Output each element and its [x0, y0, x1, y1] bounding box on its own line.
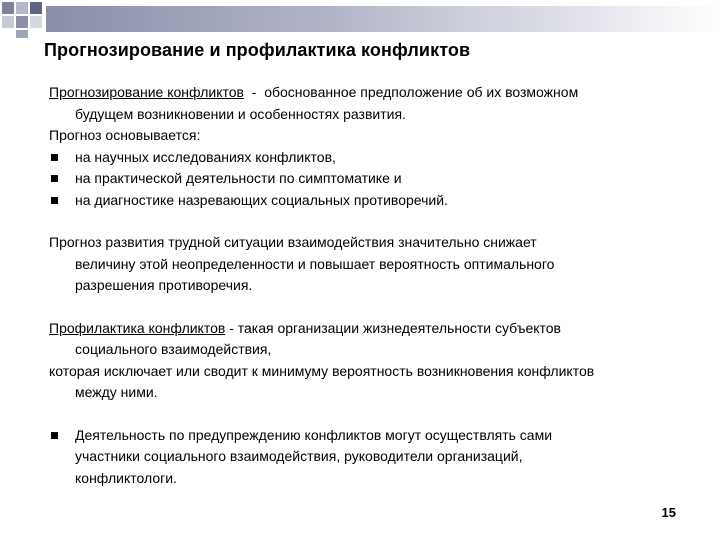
spacer — [49, 211, 689, 232]
list-item: на диагностике назревающих социальных противоречий. — [49, 190, 689, 212]
list-item: Деятельность по предупреждению конфликтов могут осуществлять сами участники социального взаимодействия, руководители организаций, конфликтологи. — [49, 425, 689, 490]
square-bullet-icon — [51, 432, 58, 439]
forecast-basis-intro: Прогноз основывается: — [49, 127, 201, 143]
prevention-term: Профилактика конфликтов — [49, 319, 226, 336]
header-gradient-bar — [46, 6, 720, 32]
square-bullet-icon — [51, 154, 58, 161]
slide-title: Прогнозирование и профилактика конфликтов — [44, 40, 471, 60]
prevention-definition: Профилактика конфликтов - такая организации жизнедеятельности субъектов социального взаимодействия, которая исключает или сводит к минимуму вероятность возникновения конфликтов между ними. — [49, 319, 595, 400]
list-item: на практической деятельности по симптоматике и — [49, 168, 689, 190]
slide-content — [49, 82, 689, 489]
forecast-basis-list — [49, 147, 689, 212]
spacer — [49, 404, 689, 425]
forecasting-term: Прогнозирование конфликтов — [49, 84, 244, 100]
participants-list — [49, 425, 689, 490]
forecast-effect-paragraph: Прогноз развития трудной ситуации взаимодействия значительно снижает величину этой неопределенности и повышает вероятность оптимального разрешения противоречия. — [49, 234, 555, 293]
forecasting-definition-text: - обоснованное предположение об их возможном — [243, 84, 579, 100]
square-bullet-icon — [51, 197, 58, 204]
list-item: на научных исследованиях конфликтов, — [49, 147, 689, 169]
forecasting-definition — [49, 82, 689, 125]
forecasting-definition-continuation: будущем возникновении и особенностях развития. — [75, 105, 406, 122]
square-bullet-icon — [51, 175, 58, 182]
page-number: 15 — [661, 505, 676, 520]
spacer — [49, 297, 689, 318]
